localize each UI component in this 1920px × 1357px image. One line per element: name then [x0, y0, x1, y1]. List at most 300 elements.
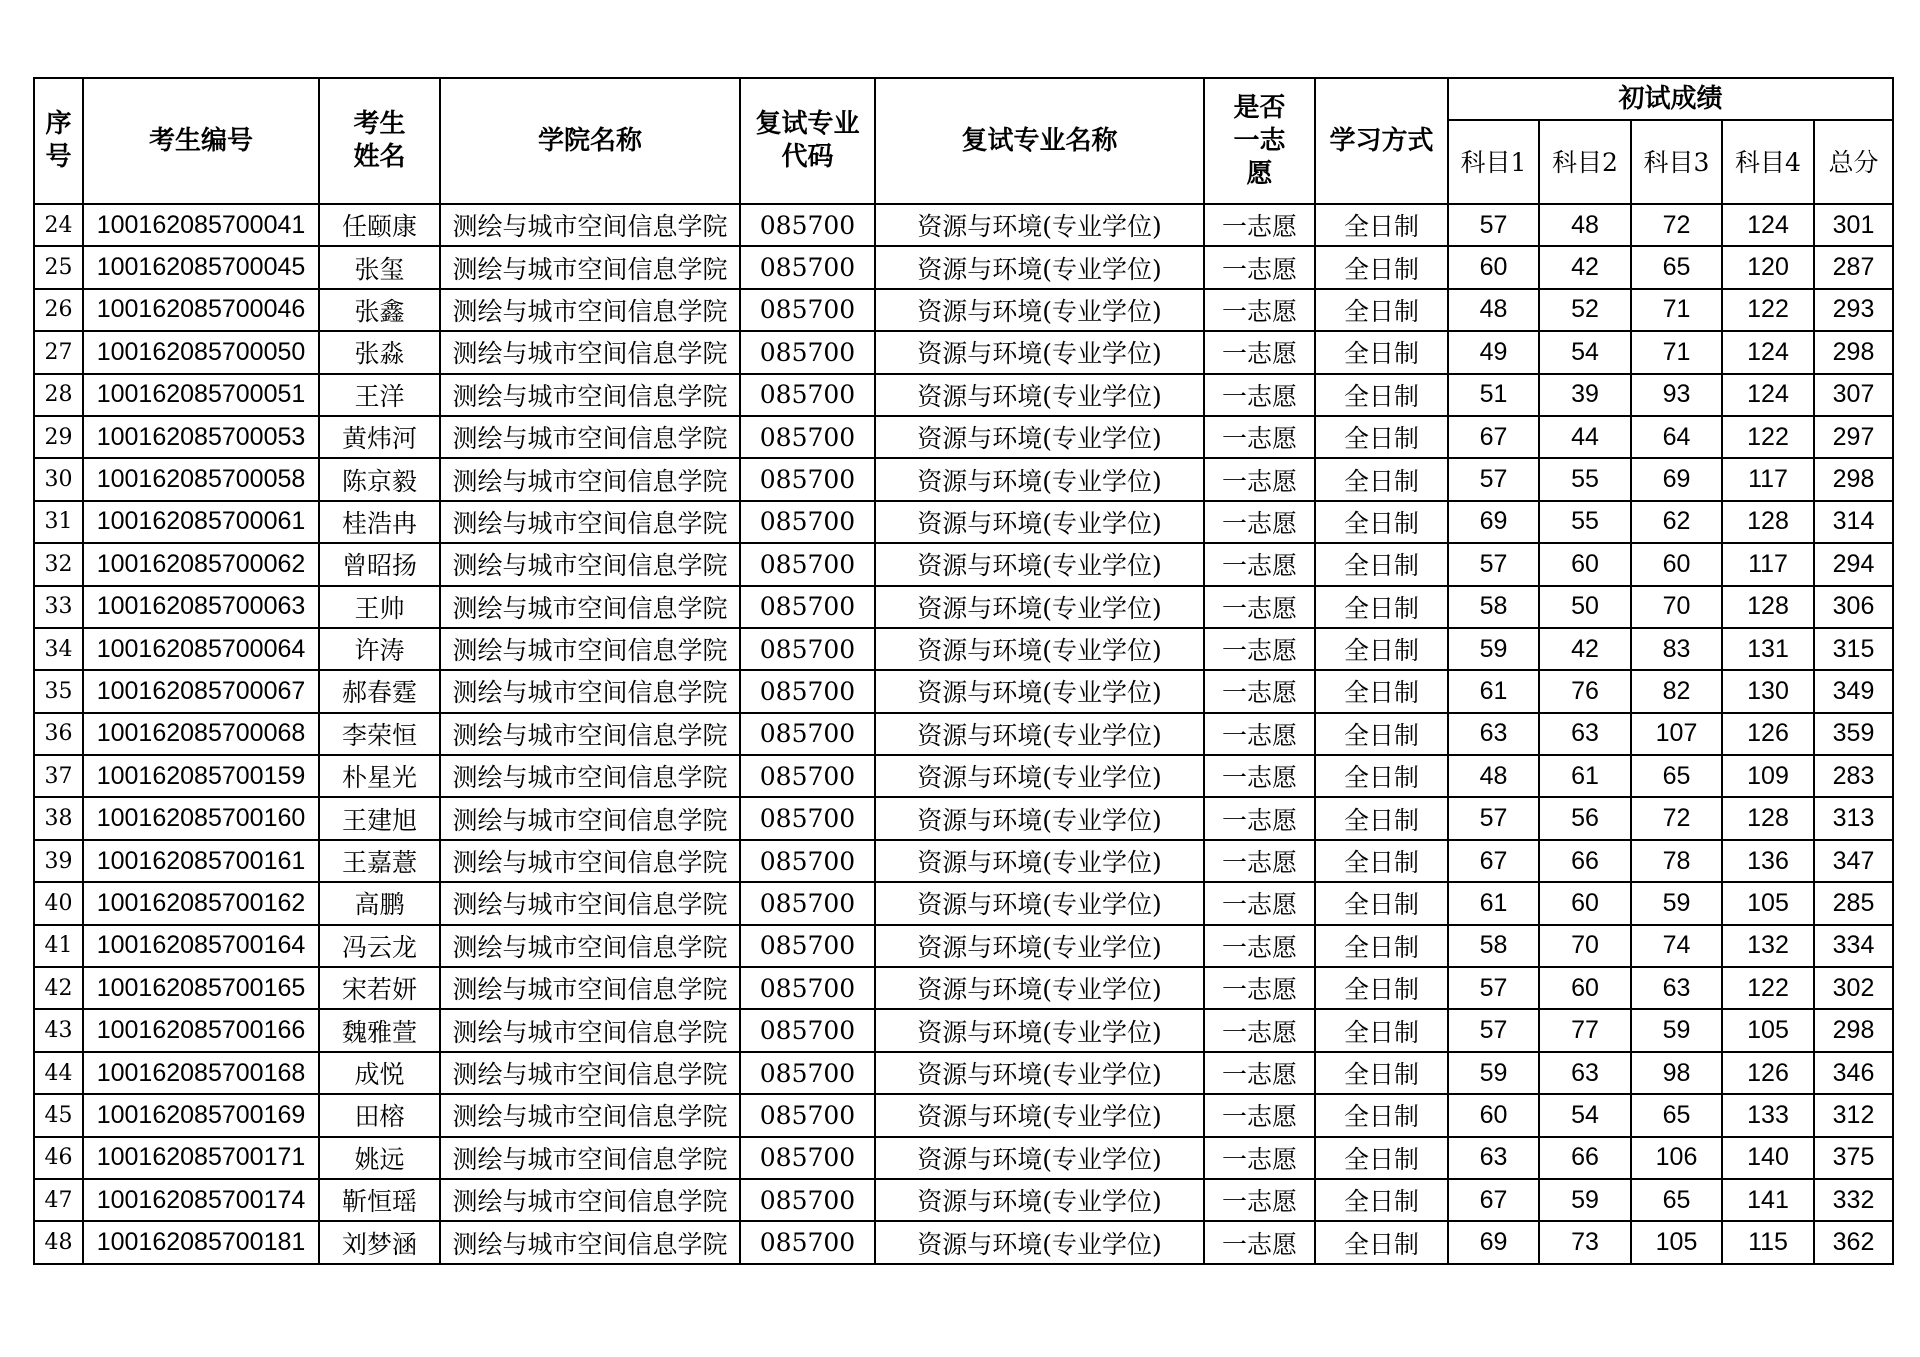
cell-major-name: 资源与环境(专业学位)	[875, 967, 1204, 1009]
cell-school: 测绘与城市空间信息学院	[440, 755, 740, 797]
cell-subject-2: 61	[1539, 755, 1631, 797]
cell-seq: 41	[34, 925, 83, 967]
cell-subject-3: 65	[1631, 1094, 1722, 1136]
cell-total: 334	[1814, 925, 1893, 967]
cell-total: 294	[1814, 543, 1893, 585]
cell-subject-1: 63	[1448, 1137, 1539, 1179]
cell-major-name: 资源与环境(专业学位)	[875, 1221, 1204, 1263]
cell-study-mode: 全日制	[1315, 246, 1448, 288]
cell-seq: 26	[34, 289, 83, 331]
cell-first-choice: 一志愿	[1204, 501, 1315, 543]
cell-subject-3: 105	[1631, 1221, 1722, 1263]
cell-candidate-id: 100162085700058	[83, 458, 319, 500]
cell-subject-4: 122	[1722, 967, 1814, 1009]
cell-subject-4: 124	[1722, 331, 1814, 373]
cell-subject-1: 69	[1448, 1221, 1539, 1263]
cell-school: 测绘与城市空间信息学院	[440, 458, 740, 500]
cell-school: 测绘与城市空间信息学院	[440, 586, 740, 628]
cell-study-mode: 全日制	[1315, 1179, 1448, 1221]
cell-major-name: 资源与环境(专业学位)	[875, 416, 1204, 458]
cell-seq: 40	[34, 882, 83, 924]
header-subject-4: 科目4	[1722, 120, 1814, 204]
cell-subject-4: 141	[1722, 1179, 1814, 1221]
cell-study-mode: 全日制	[1315, 1094, 1448, 1136]
cell-first-choice: 一志愿	[1204, 713, 1315, 755]
cell-study-mode: 全日制	[1315, 1052, 1448, 1094]
cell-school: 测绘与城市空间信息学院	[440, 840, 740, 882]
cell-total: 332	[1814, 1179, 1893, 1221]
cell-study-mode: 全日制	[1315, 755, 1448, 797]
cell-major-name: 资源与环境(专业学位)	[875, 925, 1204, 967]
table-row	[34, 755, 1893, 797]
cell-seq: 37	[34, 755, 83, 797]
cell-subject-3: 65	[1631, 1179, 1722, 1221]
cell-subject-4: 105	[1722, 1009, 1814, 1051]
cell-subject-1: 60	[1448, 246, 1539, 288]
cell-subject-4: 120	[1722, 246, 1814, 288]
cell-first-choice: 一志愿	[1204, 458, 1315, 500]
cell-total: 285	[1814, 882, 1893, 924]
cell-seq: 28	[34, 374, 83, 416]
cell-school: 测绘与城市空间信息学院	[440, 1052, 740, 1094]
cell-candidate-id: 100162085700045	[83, 246, 319, 288]
cell-name: 王帅	[319, 586, 440, 628]
cell-seq: 36	[34, 713, 83, 755]
header-seq: 序号	[34, 78, 83, 204]
cell-study-mode: 全日制	[1315, 967, 1448, 1009]
cell-name: 姚远	[319, 1137, 440, 1179]
cell-name: 黄炜河	[319, 416, 440, 458]
cell-subject-1: 61	[1448, 670, 1539, 712]
cell-subject-2: 73	[1539, 1221, 1631, 1263]
cell-subject-2: 70	[1539, 925, 1631, 967]
cell-name: 冯云龙	[319, 925, 440, 967]
cell-total: 315	[1814, 628, 1893, 670]
cell-major-name: 资源与环境(专业学位)	[875, 501, 1204, 543]
cell-subject-2: 60	[1539, 543, 1631, 585]
cell-seq: 35	[34, 670, 83, 712]
table-row	[34, 289, 1893, 331]
header-first-choice: 是否一志愿	[1204, 78, 1315, 204]
cell-total: 283	[1814, 755, 1893, 797]
table-row	[34, 670, 1893, 712]
cell-candidate-id: 100162085700067	[83, 670, 319, 712]
cell-subject-2: 42	[1539, 628, 1631, 670]
cell-total: 347	[1814, 840, 1893, 882]
header-study-mode: 学习方式	[1315, 78, 1448, 204]
cell-total: 306	[1814, 586, 1893, 628]
cell-first-choice: 一志愿	[1204, 840, 1315, 882]
cell-seq: 29	[34, 416, 83, 458]
cell-major-name: 资源与环境(专业学位)	[875, 1137, 1204, 1179]
cell-study-mode: 全日制	[1315, 543, 1448, 585]
cell-seq: 38	[34, 797, 83, 839]
cell-total: 307	[1814, 374, 1893, 416]
cell-first-choice: 一志愿	[1204, 755, 1315, 797]
cell-subject-1: 51	[1448, 374, 1539, 416]
cell-subject-2: 63	[1539, 1052, 1631, 1094]
cell-subject-2: 59	[1539, 1179, 1631, 1221]
cell-seq: 46	[34, 1137, 83, 1179]
table-row	[34, 713, 1893, 755]
cell-study-mode: 全日制	[1315, 628, 1448, 670]
cell-major-code: 085700	[740, 374, 875, 416]
cell-subject-1: 57	[1448, 543, 1539, 585]
table-row	[34, 374, 1893, 416]
cell-study-mode: 全日制	[1315, 331, 1448, 373]
cell-major-code: 085700	[740, 882, 875, 924]
cell-subject-1: 57	[1448, 1009, 1539, 1051]
cell-study-mode: 全日制	[1315, 501, 1448, 543]
cell-subject-3: 98	[1631, 1052, 1722, 1094]
cell-subject-4: 130	[1722, 670, 1814, 712]
cell-subject-4: 136	[1722, 840, 1814, 882]
cell-school: 测绘与城市空间信息学院	[440, 331, 740, 373]
cell-total: 349	[1814, 670, 1893, 712]
cell-subject-2: 54	[1539, 331, 1631, 373]
cell-school: 测绘与城市空间信息学院	[440, 1094, 740, 1136]
cell-candidate-id: 100162085700168	[83, 1052, 319, 1094]
header-total: 总分	[1814, 120, 1893, 204]
cell-candidate-id: 100162085700050	[83, 331, 319, 373]
cell-subject-1: 57	[1448, 797, 1539, 839]
header-name: 考生姓名	[319, 78, 440, 204]
cell-major-code: 085700	[740, 204, 875, 246]
cell-subject-1: 57	[1448, 967, 1539, 1009]
header-candidate-id: 考生编号	[83, 78, 319, 204]
cell-total: 298	[1814, 1009, 1893, 1051]
cell-subject-3: 82	[1631, 670, 1722, 712]
cell-first-choice: 一志愿	[1204, 374, 1315, 416]
cell-major-code: 085700	[740, 713, 875, 755]
cell-candidate-id: 100162085700174	[83, 1179, 319, 1221]
cell-first-choice: 一志愿	[1204, 416, 1315, 458]
cell-name: 曾昭扬	[319, 543, 440, 585]
table-row	[34, 925, 1893, 967]
cell-subject-4: 109	[1722, 755, 1814, 797]
cell-subject-3: 74	[1631, 925, 1722, 967]
cell-study-mode: 全日制	[1315, 586, 1448, 628]
cell-subject-1: 69	[1448, 501, 1539, 543]
cell-major-code: 085700	[740, 458, 875, 500]
cell-major-code: 085700	[740, 925, 875, 967]
cell-subject-2: 60	[1539, 967, 1631, 1009]
table-row	[34, 1052, 1893, 1094]
cell-name: 许涛	[319, 628, 440, 670]
cell-study-mode: 全日制	[1315, 797, 1448, 839]
cell-seq: 30	[34, 458, 83, 500]
cell-candidate-id: 100162085700046	[83, 289, 319, 331]
cell-total: 313	[1814, 797, 1893, 839]
cell-candidate-id: 100162085700051	[83, 374, 319, 416]
cell-school: 测绘与城市空间信息学院	[440, 882, 740, 924]
cell-major-name: 资源与环境(专业学位)	[875, 543, 1204, 585]
cell-subject-2: 63	[1539, 713, 1631, 755]
cell-study-mode: 全日制	[1315, 925, 1448, 967]
cell-subject-1: 48	[1448, 755, 1539, 797]
cell-subject-2: 42	[1539, 246, 1631, 288]
cell-candidate-id: 100162085700161	[83, 840, 319, 882]
cell-school: 测绘与城市空间信息学院	[440, 967, 740, 1009]
cell-total: 287	[1814, 246, 1893, 288]
table-row	[34, 246, 1893, 288]
cell-major-name: 资源与环境(专业学位)	[875, 1094, 1204, 1136]
cell-subject-4: 124	[1722, 374, 1814, 416]
cell-seq: 42	[34, 967, 83, 1009]
cell-study-mode: 全日制	[1315, 882, 1448, 924]
cell-subject-4: 131	[1722, 628, 1814, 670]
cell-first-choice: 一志愿	[1204, 1009, 1315, 1051]
table-row	[34, 1009, 1893, 1051]
cell-school: 测绘与城市空间信息学院	[440, 1179, 740, 1221]
cell-school: 测绘与城市空间信息学院	[440, 1009, 740, 1051]
cell-name: 陈京毅	[319, 458, 440, 500]
cell-subject-4: 117	[1722, 543, 1814, 585]
cell-subject-3: 93	[1631, 374, 1722, 416]
cell-total: 346	[1814, 1052, 1893, 1094]
table-row	[34, 586, 1893, 628]
cell-total: 302	[1814, 967, 1893, 1009]
cell-major-code: 085700	[740, 501, 875, 543]
cell-subject-4: 124	[1722, 204, 1814, 246]
cell-major-name: 资源与环境(专业学位)	[875, 586, 1204, 628]
cell-major-name: 资源与环境(专业学位)	[875, 204, 1204, 246]
cell-name: 靳恒瑶	[319, 1179, 440, 1221]
cell-seq: 45	[34, 1094, 83, 1136]
cell-major-name: 资源与环境(专业学位)	[875, 331, 1204, 373]
cell-subject-4: 128	[1722, 501, 1814, 543]
cell-study-mode: 全日制	[1315, 458, 1448, 500]
cell-subject-4: 105	[1722, 882, 1814, 924]
cell-subject-3: 60	[1631, 543, 1722, 585]
cell-major-code: 085700	[740, 1221, 875, 1263]
cell-major-name: 资源与环境(专业学位)	[875, 797, 1204, 839]
table-row	[34, 1137, 1893, 1179]
cell-major-name: 资源与环境(专业学位)	[875, 628, 1204, 670]
cell-major-code: 085700	[740, 1179, 875, 1221]
cell-subject-3: 71	[1631, 289, 1722, 331]
cell-candidate-id: 100162085700166	[83, 1009, 319, 1051]
cell-subject-2: 60	[1539, 882, 1631, 924]
cell-subject-3: 78	[1631, 840, 1722, 882]
cell-name: 张玺	[319, 246, 440, 288]
cell-candidate-id: 100162085700062	[83, 543, 319, 585]
cell-subject-1: 49	[1448, 331, 1539, 373]
cell-total: 314	[1814, 501, 1893, 543]
header-subject-3: 科目3	[1631, 120, 1722, 204]
cell-total: 297	[1814, 416, 1893, 458]
cell-major-name: 资源与环境(专业学位)	[875, 713, 1204, 755]
cell-subject-4: 132	[1722, 925, 1814, 967]
cell-total: 375	[1814, 1137, 1893, 1179]
cell-subject-1: 57	[1448, 458, 1539, 500]
cell-subject-1: 67	[1448, 416, 1539, 458]
cell-seq: 34	[34, 628, 83, 670]
cell-major-code: 085700	[740, 1009, 875, 1051]
cell-candidate-id: 100162085700181	[83, 1221, 319, 1263]
cell-first-choice: 一志愿	[1204, 1221, 1315, 1263]
cell-total: 312	[1814, 1094, 1893, 1136]
cell-major-code: 085700	[740, 246, 875, 288]
cell-first-choice: 一志愿	[1204, 882, 1315, 924]
cell-major-name: 资源与环境(专业学位)	[875, 458, 1204, 500]
table-row	[34, 416, 1893, 458]
cell-candidate-id: 100162085700053	[83, 416, 319, 458]
cell-subject-3: 64	[1631, 416, 1722, 458]
cell-seq: 33	[34, 586, 83, 628]
cell-study-mode: 全日制	[1315, 374, 1448, 416]
cell-school: 测绘与城市空间信息学院	[440, 204, 740, 246]
cell-school: 测绘与城市空间信息学院	[440, 374, 740, 416]
cell-subject-2: 55	[1539, 501, 1631, 543]
cell-name: 宋若妍	[319, 967, 440, 1009]
table-row	[34, 331, 1893, 373]
cell-seq: 44	[34, 1052, 83, 1094]
cell-first-choice: 一志愿	[1204, 628, 1315, 670]
cell-subject-1: 61	[1448, 882, 1539, 924]
cell-candidate-id: 100162085700063	[83, 586, 319, 628]
header-major-code: 复试专业代码	[740, 78, 875, 204]
cell-major-name: 资源与环境(专业学位)	[875, 670, 1204, 712]
cell-total: 301	[1814, 204, 1893, 246]
cell-major-code: 085700	[740, 670, 875, 712]
cell-subject-1: 59	[1448, 628, 1539, 670]
cell-major-code: 085700	[740, 331, 875, 373]
cell-subject-2: 77	[1539, 1009, 1631, 1051]
cell-subject-2: 55	[1539, 458, 1631, 500]
cell-study-mode: 全日制	[1315, 1009, 1448, 1051]
cell-subject-1: 58	[1448, 586, 1539, 628]
cell-first-choice: 一志愿	[1204, 967, 1315, 1009]
cell-major-code: 085700	[740, 1094, 875, 1136]
cell-candidate-id: 100162085700162	[83, 882, 319, 924]
cell-first-choice: 一志愿	[1204, 246, 1315, 288]
cell-subject-3: 62	[1631, 501, 1722, 543]
cell-subject-1: 67	[1448, 1179, 1539, 1221]
cell-subject-3: 106	[1631, 1137, 1722, 1179]
cell-subject-3: 70	[1631, 586, 1722, 628]
table-row	[34, 501, 1893, 543]
cell-first-choice: 一志愿	[1204, 204, 1315, 246]
table-row	[34, 204, 1893, 246]
cell-major-name: 资源与环境(专业学位)	[875, 840, 1204, 882]
cell-first-choice: 一志愿	[1204, 1052, 1315, 1094]
cell-subject-2: 52	[1539, 289, 1631, 331]
cell-major-code: 085700	[740, 797, 875, 839]
cell-candidate-id: 100162085700169	[83, 1094, 319, 1136]
table-row	[34, 1094, 1893, 1136]
cell-name: 高鹏	[319, 882, 440, 924]
cell-school: 测绘与城市空间信息学院	[440, 670, 740, 712]
cell-subject-1: 57	[1448, 204, 1539, 246]
header-school: 学院名称	[440, 78, 740, 204]
cell-subject-2: 39	[1539, 374, 1631, 416]
score-table	[33, 77, 1894, 1265]
cell-total: 359	[1814, 713, 1893, 755]
cell-seq: 25	[34, 246, 83, 288]
cell-subject-4: 126	[1722, 713, 1814, 755]
cell-name: 张淼	[319, 331, 440, 373]
cell-study-mode: 全日制	[1315, 840, 1448, 882]
cell-name: 桂浩冉	[319, 501, 440, 543]
cell-name: 成悦	[319, 1052, 440, 1094]
table-row	[34, 628, 1893, 670]
cell-school: 测绘与城市空间信息学院	[440, 925, 740, 967]
cell-subject-2: 54	[1539, 1094, 1631, 1136]
cell-school: 测绘与城市空间信息学院	[440, 416, 740, 458]
cell-first-choice: 一志愿	[1204, 925, 1315, 967]
cell-school: 测绘与城市空间信息学院	[440, 628, 740, 670]
cell-candidate-id: 100162085700064	[83, 628, 319, 670]
cell-name: 魏雅萱	[319, 1009, 440, 1051]
cell-study-mode: 全日制	[1315, 713, 1448, 755]
cell-major-code: 085700	[740, 586, 875, 628]
cell-subject-3: 59	[1631, 882, 1722, 924]
cell-subject-3: 65	[1631, 246, 1722, 288]
cell-first-choice: 一志愿	[1204, 586, 1315, 628]
cell-major-code: 085700	[740, 416, 875, 458]
cell-candidate-id: 100162085700061	[83, 501, 319, 543]
cell-first-choice: 一志愿	[1204, 797, 1315, 839]
cell-candidate-id: 100162085700165	[83, 967, 319, 1009]
cell-subject-1: 67	[1448, 840, 1539, 882]
cell-school: 测绘与城市空间信息学院	[440, 501, 740, 543]
cell-candidate-id: 100162085700164	[83, 925, 319, 967]
cell-first-choice: 一志愿	[1204, 1137, 1315, 1179]
cell-major-code: 085700	[740, 755, 875, 797]
cell-subject-2: 44	[1539, 416, 1631, 458]
cell-seq: 47	[34, 1179, 83, 1221]
cell-subject-1: 59	[1448, 1052, 1539, 1094]
cell-candidate-id: 100162085700159	[83, 755, 319, 797]
cell-subject-4: 117	[1722, 458, 1814, 500]
cell-name: 任颐康	[319, 204, 440, 246]
cell-name: 王洋	[319, 374, 440, 416]
cell-subject-3: 71	[1631, 331, 1722, 373]
cell-first-choice: 一志愿	[1204, 543, 1315, 585]
cell-first-choice: 一志愿	[1204, 1179, 1315, 1221]
table-row	[34, 1221, 1893, 1263]
cell-name: 朴星光	[319, 755, 440, 797]
cell-subject-2: 66	[1539, 1137, 1631, 1179]
cell-subject-2: 76	[1539, 670, 1631, 712]
table-row	[34, 840, 1893, 882]
cell-total: 298	[1814, 331, 1893, 373]
cell-school: 测绘与城市空间信息学院	[440, 797, 740, 839]
cell-seq: 31	[34, 501, 83, 543]
header-subject-1: 科目1	[1448, 120, 1539, 204]
cell-subject-1: 60	[1448, 1094, 1539, 1136]
cell-seq: 39	[34, 840, 83, 882]
cell-school: 测绘与城市空间信息学院	[440, 1137, 740, 1179]
cell-first-choice: 一志愿	[1204, 289, 1315, 331]
cell-major-name: 资源与环境(专业学位)	[875, 1009, 1204, 1051]
cell-first-choice: 一志愿	[1204, 670, 1315, 712]
cell-major-code: 085700	[740, 289, 875, 331]
cell-subject-2: 48	[1539, 204, 1631, 246]
cell-major-name: 资源与环境(专业学位)	[875, 289, 1204, 331]
cell-major-name: 资源与环境(专业学位)	[875, 246, 1204, 288]
cell-major-code: 085700	[740, 628, 875, 670]
cell-school: 测绘与城市空间信息学院	[440, 289, 740, 331]
cell-candidate-id: 100162085700041	[83, 204, 319, 246]
cell-subject-2: 66	[1539, 840, 1631, 882]
cell-subject-2: 50	[1539, 586, 1631, 628]
cell-subject-4: 126	[1722, 1052, 1814, 1094]
cell-school: 测绘与城市空间信息学院	[440, 246, 740, 288]
cell-major-code: 085700	[740, 1052, 875, 1094]
cell-school: 测绘与城市空间信息学院	[440, 713, 740, 755]
